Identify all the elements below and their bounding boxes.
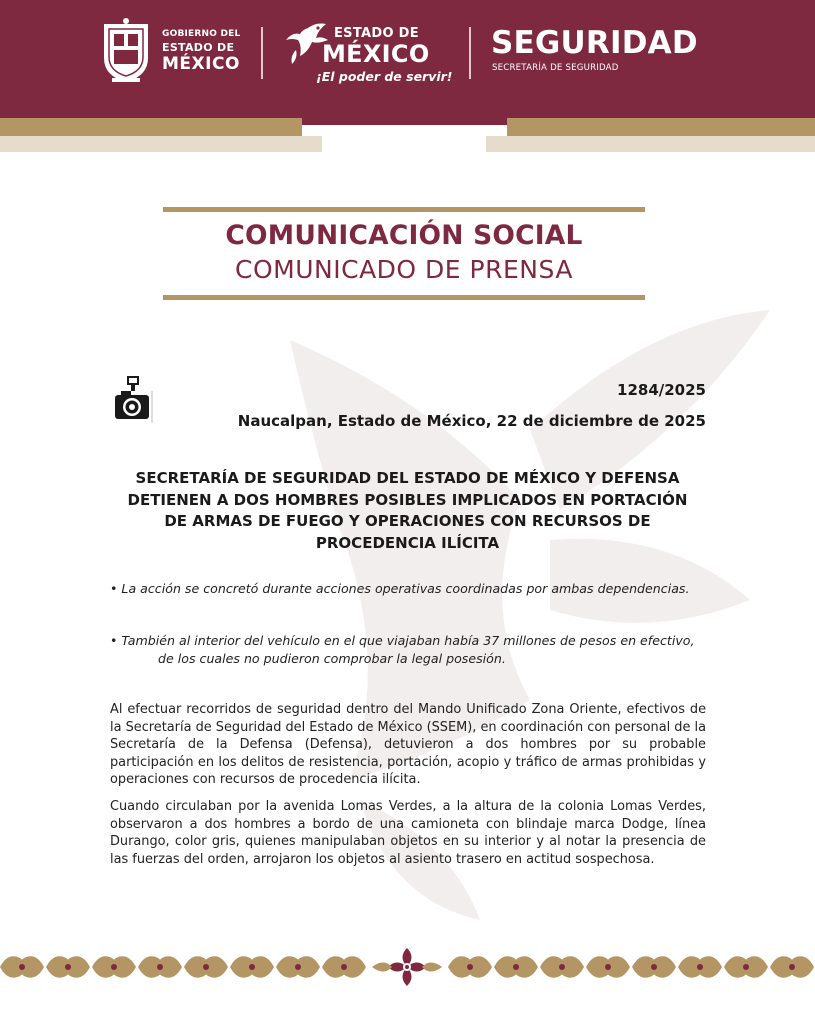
- seguridad-title: SEGURIDAD: [491, 25, 698, 61]
- section-subtitle: COMUNICADO DE PRENSA: [235, 255, 573, 284]
- headline: [100, 468, 715, 554]
- header-beige-bar: [0, 136, 322, 152]
- headline-line: PROCEDENCIA ILÍCITA: [315, 533, 500, 552]
- body-paragraph: Al efectuar recorridos de seguridad dentro del Mando Unificado Zona Oriente, efectivos de la Secretaría de Seguridad del Estado de México (SSEM), en coordinación con personal de la Secretaría de la Defensa (Defensa), detuvieron a dos hombres por su probable participación en los delitos de resistencia, portación, acopio y tráfico de armas prohibidas y operaciones con recursos de procedencia ilícita.: [110, 702, 706, 787]
- place-and-date: Naucalpan, Estado de México, 22 de diciembre de 2025: [237, 412, 706, 430]
- bullet-text: • También al interior del vehículo en el que viajaban había 37 millones de pesos en efectivo,: [110, 633, 695, 648]
- headline-line: DETIENEN A DOS HOMBRES POSIBLES IMPLICADOS EN PORTACIÓN: [127, 490, 688, 509]
- estado-line2: MÉXICO: [322, 40, 430, 68]
- state-coat-of-arms-icon: [98, 18, 154, 84]
- seguridad-subtitle: SECRETARÍA DE SEGURIDAD: [492, 63, 619, 73]
- title-rule-bottom: [163, 295, 645, 300]
- headline-line: DE ARMAS DE FUEGO Y OPERACIONES CON RECURSOS DE: [164, 512, 651, 530]
- header-divider: [261, 27, 263, 79]
- gobierno-line1: GOBIERNO DEL: [162, 29, 241, 39]
- title-rule-top: [163, 207, 645, 212]
- gobierno-line2: ESTADO DE: [162, 41, 235, 54]
- gobierno-logo-text: [162, 30, 240, 73]
- estado-slogan: ¡El poder de servir!: [316, 69, 453, 84]
- header-banner: [0, 0, 815, 125]
- gobierno-line3: MÉXICO: [162, 54, 240, 74]
- header-gold-bar: [507, 118, 815, 136]
- bullet-text: • La acción se concretó durante acciones operativas coordinadas por ambas dependencias.: [110, 581, 690, 596]
- bulletin-number: 1284/2025: [617, 381, 706, 399]
- bullet-text-continuation: de los cuales no pudieron comprobar la legal posesión.: [158, 651, 506, 666]
- header-divider: [469, 27, 471, 79]
- bullet-item: [110, 580, 710, 598]
- estado-line1: ESTADO DE: [334, 26, 419, 41]
- section-title: COMUNICACIÓN SOCIAL: [225, 220, 583, 251]
- floral-ornament-icon: [0, 946, 815, 988]
- header-gold-bar: [0, 118, 302, 136]
- body-paragraph: Cuando circulaban por la avenida Lomas Verdes, a la altura de la colonia Lomas Verdes, observaron a dos hombres a bordo de una camioneta con blindaje marca Dodge, línea Durango, color gris, quienes manipulaban objetos en su interior y al notar la presencia de las fuerzas del orden, arrojaron los objetos al asiento trasero en actitud sospechosa.: [110, 799, 706, 867]
- camera-icon: [113, 375, 153, 425]
- headline-line: SECRETARÍA DE SEGURIDAD DEL ESTADO DE MÉXICO Y DEFENSA: [135, 469, 680, 487]
- bullet-item: [110, 632, 710, 668]
- header-beige-bar: [486, 136, 815, 152]
